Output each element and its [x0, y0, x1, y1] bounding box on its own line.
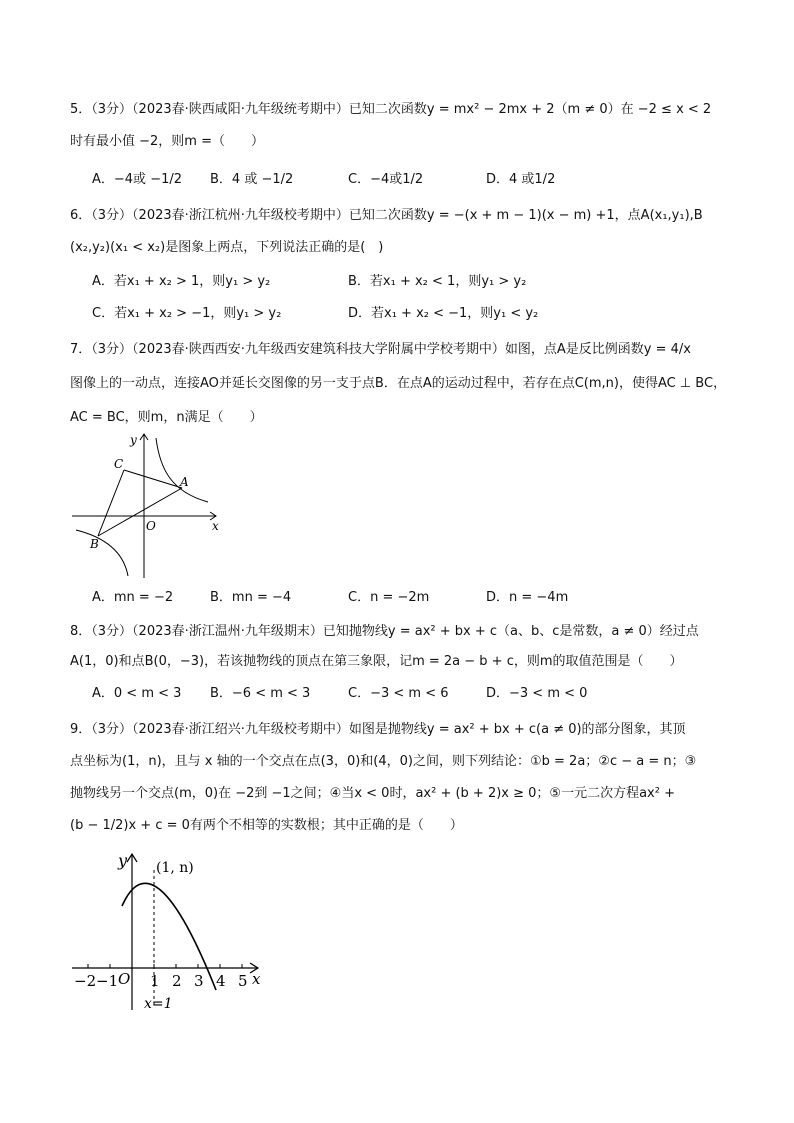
q5-option-a[interactable]: A．−4或 −1/2 — [92, 172, 183, 187]
q5-option-c[interactable]: C．−4或1/2 — [348, 172, 424, 187]
q9-label-vertex: (1, n) — [156, 860, 194, 876]
q7-line-2: 图像上的一动点，连接AO并延长交图像的另一支于点B．在点A的运动过程中，若存在点C(m,n)，使得AC ⊥ BC， — [70, 376, 727, 391]
q5-option-b[interactable]: B．4 或 −1/2 — [210, 172, 294, 187]
q8-option-b[interactable]: B．−6 < m < 3 — [210, 686, 311, 701]
q6-option-b[interactable]: B．若x₁ + x₂ < 1，则y₁ > y₂ — [348, 274, 527, 289]
q8-line-2: A(1，0)和点B(0，−3)，若该抛物线的顶点在第三象限，记m = 2a − b + c，则m的取值范围是（ ） — [70, 654, 683, 669]
q8-line-1: 8．（3分）（2023春·浙江温州·九年级期末）已知抛物线y = ax² + bx + c（a、b、c是常数，a ≠ 0）经过点 — [70, 624, 699, 639]
q7-option-a[interactable]: A．mn = −2 — [92, 590, 174, 605]
q9-tick-1: 1 — [150, 972, 160, 990]
q8-option-d[interactable]: D．−3 < m < 0 — [486, 686, 588, 701]
q7-label-c: C — [114, 457, 124, 471]
q7-option-b[interactable]: B．mn = −4 — [210, 590, 292, 605]
q7-hyperbola-left — [76, 530, 128, 576]
q9-figure — [66, 848, 266, 1014]
q9-label-o: O — [118, 970, 131, 988]
q7-axes — [72, 434, 216, 578]
q9-tick-5: 5 — [238, 972, 248, 990]
q9-label-x: x — [252, 970, 261, 988]
q9-tick-4: 4 — [216, 972, 226, 990]
q5-line-2: 时有最小值 −2，则m =（ ） — [70, 134, 264, 149]
q5-option-d[interactable]: D．4 或1/2 — [486, 172, 556, 187]
q6-line-2: (x₂,y₂)(x₁ < x₂)是图象上两点，下列说法正确的是( ) — [70, 240, 384, 255]
q6-option-a[interactable]: A．若x₁ + x₂ > 1，则y₁ > y₂ — [92, 274, 271, 289]
q7-figure — [68, 430, 228, 580]
q6-option-c[interactable]: C．若x₁ + x₂ > −1，则y₁ > y₂ — [92, 306, 282, 321]
q7-hyperbola-right — [156, 438, 208, 502]
q9-label-y: y — [118, 851, 128, 870]
q7-line-3: AC = BC，则m，n满足（ ） — [70, 410, 263, 425]
q9-tick-2: 2 — [172, 972, 182, 990]
q7-label-y: y — [130, 433, 137, 447]
q9-tick-m1: −1 — [96, 972, 119, 990]
q7-option-d[interactable]: D．n = −4m — [486, 590, 569, 605]
q9-tick-m2: −2 — [74, 972, 97, 990]
q6-line-1: 6．（3分）（2023春·浙江杭州·九年级校考期中）已知二次函数y = −(x + m − 1)(x − m) +1，点A(x₁,y₁),B — [70, 208, 703, 223]
q8-option-c[interactable]: C．−3 < m < 6 — [348, 686, 449, 701]
q9-line-4: (b − 1/2)x + c = 0有两个不相等的实数根；其中正确的是（ ） — [70, 818, 463, 833]
q7-label-o: O — [146, 519, 156, 533]
q9-label-axis-eq: x=1 — [144, 996, 173, 1012]
q7-label-x: x — [212, 519, 219, 533]
q8-option-a[interactable]: A．0 < m < 3 — [92, 686, 182, 701]
q7-label-a: A — [180, 475, 189, 489]
q7-option-c[interactable]: C．n = −2m — [348, 590, 430, 605]
q9-tick-3: 3 — [194, 972, 204, 990]
q5-line-1: 5．（3分）（2023春·陕西咸阳·九年级统考期中）已知二次函数y = mx² − 2mx + 2（m ≠ 0）在 −2 ≤ x < 2 — [70, 102, 712, 117]
q7-label-b: B — [90, 537, 99, 551]
q7-triangle — [98, 470, 182, 536]
q9-line-1: 9．（3分）（2023春·浙江绍兴·九年级校考期中）如图是抛物线y = ax² + bx + c(a ≠ 0)的部分图象，其顶 — [70, 722, 686, 737]
q9-line-2: 点坐标为(1，n)，且与 x 轴的一个交点在点(3，0)和(4，0)之间，则下列结论：①b = 2a；②c − a = n；③ — [70, 754, 697, 769]
q7-line-1: 7．（3分）（2023春·陕西西安·九年级西安建筑科技大学附属中学校考期中）如图，点A是反比例函数y = 4/x — [70, 342, 691, 357]
q6-option-d[interactable]: D．若x₁ + x₂ < −1，则y₁ < y₂ — [348, 306, 539, 321]
q9-line-3: 抛物线另一个交点(m，0)在 −2到 −1之间；④当x < 0时，ax² + (b + 2)x ≥ 0；⑤一元二次方程ax² + — [70, 786, 675, 801]
